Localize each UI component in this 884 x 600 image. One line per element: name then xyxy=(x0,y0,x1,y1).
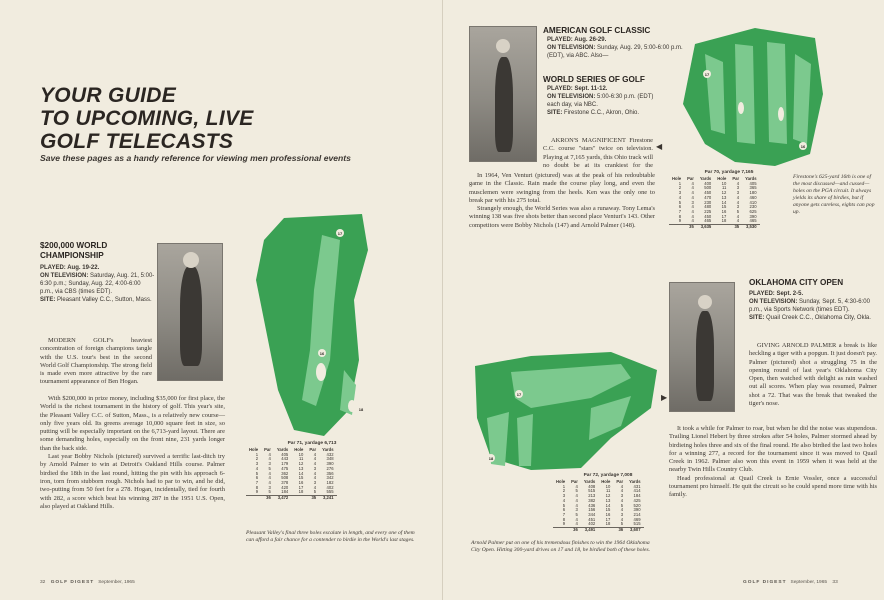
world-championship-title xyxy=(40,241,160,261)
scorecard-cell: 17 xyxy=(605,516,611,522)
scorecard-cell: 276 xyxy=(326,465,334,471)
scorecard-cell: 465 xyxy=(749,218,757,224)
scorecard-cell: 3 xyxy=(736,204,740,210)
scorecard-cell: 4 xyxy=(736,194,740,200)
map-hole-16: 16 xyxy=(319,351,325,356)
scorecard-cell: 390 xyxy=(326,461,334,467)
oklahoma-played: PLAYED: Sept. 2-5. xyxy=(749,291,804,297)
scorecard-cell: 5 xyxy=(620,502,624,508)
scorecard-cell: 214 xyxy=(633,511,641,517)
scorecard-cell: 408 xyxy=(588,483,596,489)
scorecard-cell: 3 xyxy=(562,493,566,499)
scorecard-cell: 3 xyxy=(678,190,682,196)
scorecard-cell: 402 xyxy=(326,484,334,490)
scorecard-cell: 2 xyxy=(678,185,682,191)
american-tv: ON TELEVISION: Sunday, Aug. 29, 5:00-6:00 p.m. (EDT), via ABC. Also— xyxy=(547,45,683,59)
scorecard-total-cell: 3,491 xyxy=(581,528,598,533)
scorecard-cell: 11 xyxy=(721,185,727,191)
scorecard-header-cell: Hole xyxy=(601,479,611,484)
oklahoma-open-title: OKLAHOMA CITY OPEN xyxy=(749,278,844,287)
oklahoma-tv: ON TELEVISION: Sunday, Sept. 5, 4:30-6:00 p.m., via Sports Network (times EDT). xyxy=(749,299,870,313)
scorecard-cell: 13 xyxy=(721,194,727,200)
scorecard-cell: 6 xyxy=(562,507,566,513)
scorecard-cell: 182 xyxy=(326,479,334,485)
scorecard-cell: 9 xyxy=(255,489,259,495)
scorecard-cell: 4 xyxy=(691,218,694,224)
scorecard-cell: 5 xyxy=(255,470,259,476)
scorecard-cell: 14 xyxy=(721,199,727,205)
page-subtitle: Save these pages as a handy reference for viewing men professional events xyxy=(40,153,351,163)
scorecard-total-row xyxy=(246,496,337,501)
scorecard-cell: 4 xyxy=(562,497,566,503)
scorecard-cell: 6 xyxy=(678,204,682,210)
world-title-line-2: CHAMPIONSHIP xyxy=(40,251,104,260)
left-issue-date: September, 1965 xyxy=(98,580,135,585)
scorecard-total-cell: 36 xyxy=(613,528,626,533)
scorecard-cell: 180 xyxy=(749,190,757,196)
scorecard-cell: 4 xyxy=(268,456,271,462)
right-page xyxy=(442,0,884,600)
scorecard-cell: 225 xyxy=(704,208,712,214)
scorecard-cell: 405 xyxy=(281,451,289,457)
scorecard-cell: 348 xyxy=(326,456,334,462)
scorecard-header-cell: Par xyxy=(264,447,271,452)
scorecard-cell: 515 xyxy=(633,521,641,527)
scorecard-cell: 13 xyxy=(298,465,304,471)
scorecard-cell: 451 xyxy=(588,516,596,522)
world-site: SITE: Pleasant Valley C.C., Sutton, Mass. xyxy=(40,297,152,303)
world-title-line-1: $200,000 WORLD xyxy=(40,241,108,250)
scorecard-header-cell: Par xyxy=(687,176,694,181)
firestone-caption: Firestone's 625-yard 16th is one of the most discussed—and cussed—holes on the PGA circuit. It always yields its share of birdies, but if anyone gets careless, eights can pop up. xyxy=(793,174,875,215)
scorecard-cell: 11 xyxy=(298,456,304,462)
firestone-hole-16: 16 xyxy=(800,144,806,149)
left-page-number: 32 xyxy=(40,580,46,585)
scorecard-header-cell: Par xyxy=(309,447,317,452)
scorecard-cell: 213 xyxy=(588,493,596,499)
scorecard-cell: 431 xyxy=(633,483,641,489)
firestone-hole-17: 17 xyxy=(704,72,710,77)
page-title xyxy=(40,84,420,153)
scorecard-cell: 3 xyxy=(736,190,740,196)
scorecard-cell: 184 xyxy=(281,489,289,495)
series-body-col xyxy=(469,172,655,230)
scorecard-cell: 3 xyxy=(313,465,317,471)
scorecard-cell: 365 xyxy=(749,185,757,191)
scorecard-cell: 4 xyxy=(691,204,694,210)
scorecard-cell: 470 xyxy=(704,194,712,200)
firestone-scorecard-title: Par 70, yardage 7,165 xyxy=(704,170,754,175)
series-body-para-2: In 1964, Ven Venturi (pictured) was at the peak of his redoubtable game in the Classic. Rain made the course play long, and even the musclemen were swinging from the heels. Ken was the only one to break par with his 275 total. xyxy=(469,172,655,204)
oklahoma-open-info xyxy=(749,290,877,322)
scorecard-cell: 3 xyxy=(268,461,271,467)
scorecard-cell: 4 xyxy=(691,190,694,196)
scorecard-cell: 14 xyxy=(298,470,304,476)
world-played: PLAYED: Aug. 19-22. xyxy=(40,265,100,271)
scorecard-cell: 4 xyxy=(575,521,578,527)
world-championship-info xyxy=(40,264,155,304)
scorecard-cell: 4 xyxy=(313,484,317,490)
scorecard-cell: 12 xyxy=(605,493,611,499)
right-magazine-name: GOLF DIGEST xyxy=(743,580,787,585)
quail-creek-caption: Arnold Palmer put on one of his tremendous finishes to win the 1964 Oklahoma City Open. Hitting 300-yard drives on 17 and 18, he birdied both of these holes. xyxy=(471,540,651,553)
scorecard-cell: 4 xyxy=(620,516,624,522)
scorecard-cell: 515 xyxy=(588,488,596,494)
scorecard-cell: 382 xyxy=(588,497,596,503)
scorecard-total-row xyxy=(553,528,644,533)
scorecard-header-cell: Yards xyxy=(583,479,596,484)
scorecard-cell: 402 xyxy=(588,521,596,527)
scorecard-cell: 469 xyxy=(633,516,641,522)
scorecard-cell: 2 xyxy=(255,456,259,462)
scorecard-cell: 8 xyxy=(255,484,259,490)
scorecard-header-cell: Yards xyxy=(322,447,334,452)
pleasant-valley-course-map xyxy=(244,210,374,440)
scorecard-cell: 362 xyxy=(281,470,289,476)
scorecard-cell: 356 xyxy=(326,470,334,476)
scorecard-cell: 4 xyxy=(575,497,578,503)
scorecard-cell: 4 xyxy=(268,479,271,485)
world-body-col-top xyxy=(40,337,152,395)
right-footer xyxy=(743,580,838,585)
scorecard-cell: 4 xyxy=(255,465,259,471)
map-hole-17: 17 xyxy=(337,231,343,236)
scorecard-cell: 1 xyxy=(255,451,259,457)
scorecard-cell: 13 xyxy=(605,497,611,503)
world-series-title: WORLD SERIES OF GOLF xyxy=(543,75,645,84)
scorecard-cell: 8 xyxy=(678,213,682,219)
scorecard-cell: 4 xyxy=(620,507,624,513)
scorecard-cell: 500 xyxy=(704,185,712,191)
venturi-photo xyxy=(469,26,537,162)
scorecard-cell: 12 xyxy=(721,190,727,196)
world-series-info xyxy=(547,85,657,117)
scorecard-total-cell xyxy=(598,528,613,533)
series-played: PLAYED: Sept. 11-12. xyxy=(547,86,608,92)
scorecard-total-cell: 35 xyxy=(306,496,319,501)
pleasant-valley-caption: Pleasant Valley's final three holes escalate in length, and every one of them can afford a fair chance for a contender to birdie in the World's last stages. xyxy=(246,530,415,543)
scorecard-total-cell: 3,635 xyxy=(697,225,714,230)
scorecard-total-cell: 3,472 xyxy=(274,496,291,501)
scorecard-cell: 18 xyxy=(298,489,304,495)
scorecard-cell: 520 xyxy=(633,502,641,508)
world-body-para-1: MODERN GOLF's heaviest concentration of foreign champions tangle with the U.S. tour's best in the second World Golf Championship. The strong field is made even more attractive by the rare tournament appearance of Ben Hogan. xyxy=(40,337,152,386)
quail-creek-course-map xyxy=(471,348,661,472)
scorecard-cell: 4 xyxy=(691,213,694,219)
scorecard-header-cell: Yards xyxy=(276,447,289,452)
scorecard-cell: 425 xyxy=(633,497,641,503)
scorecard-cell: 230 xyxy=(704,199,712,205)
scorecard-cell: 10 xyxy=(721,180,727,186)
scorecard-cell: 390 xyxy=(633,507,641,513)
scorecard-cell: 5 xyxy=(678,199,682,205)
scorecard-cell: 179 xyxy=(281,461,289,467)
scorecard-cell: 4 xyxy=(313,456,317,462)
scorecard-header-cell: Hole xyxy=(249,447,259,452)
scorecard-cell: 16 xyxy=(605,511,611,517)
scorecard-cell: 5 xyxy=(620,521,624,527)
scorecard-cell: 230 xyxy=(749,204,757,210)
scorecard-cell: 5 xyxy=(268,465,271,471)
world-body-para-3: Last year Bobby Nichols (pictured) survived a terrific last-ditch try by Arnold Palmer to win at Detroit's Oakland Hills course. Palmer birdied the 18th in the last round, hitting the pin with his approach 6-iron, torn from stubborn rough. Nichols had to par to win, and he did, two-putting from 50 feet for a 278. Hogan, incidentally, tied for fourth with 282, a score which beat his winning 287 in the 1951 U.S. Open, also played at Oakland Hills. xyxy=(40,453,225,510)
scorecard-header-cell: Yards xyxy=(629,479,641,484)
scorecard-cell: 555 xyxy=(326,489,334,495)
scorecard-cell: 420 xyxy=(281,484,289,490)
scorecard-cell: 17 xyxy=(721,213,727,219)
scorecard-cell: 3 xyxy=(255,461,259,467)
scorecard-cell: 475 xyxy=(281,465,289,471)
scorecard-cell: 4 xyxy=(313,470,317,476)
scorecard-cell: 4 xyxy=(268,470,271,476)
scorecard-cell: 3 xyxy=(268,484,271,490)
scorecard-cell: 4 xyxy=(575,502,578,508)
scorecard-total-cell: 35 xyxy=(684,225,697,230)
scorecard-header-cell: Hole xyxy=(717,176,727,181)
series-body-para-3: Strangely enough, the World Series was also a runaway. Tony Lema's winning 138 was five shots better than second place Venturi's 143. Other competitors were Bobby Nichols (147) and Arnold Palmer (148). xyxy=(469,205,655,229)
american-classic-info xyxy=(547,36,687,60)
scorecard-cell: 405 xyxy=(749,180,757,186)
scorecard-cell: 4 xyxy=(691,180,694,186)
scorecard-cell: 4 xyxy=(268,451,271,457)
scorecard-header-cell: Hole xyxy=(294,447,304,452)
bobby-nichols-photo xyxy=(157,243,223,381)
scorecard-cell: 18 xyxy=(721,218,727,224)
scorecard-cell: 4 xyxy=(620,483,624,489)
scorecard-cell: 2 xyxy=(562,488,566,494)
scorecard-total-cell xyxy=(714,225,729,230)
scorecard-cell: 450 xyxy=(704,213,712,219)
scorecard-cell: 4 xyxy=(313,451,317,457)
palmer-photo xyxy=(669,282,735,412)
left-footer xyxy=(40,580,135,585)
scorecard-cell: 4 xyxy=(313,461,317,467)
scorecard-cell: 400 xyxy=(704,180,712,186)
scorecard-cell: 378 xyxy=(281,479,289,485)
pointer-arrow-icon: ◀ xyxy=(656,142,663,151)
scorecard-cell: 1 xyxy=(562,483,566,489)
scorecard-total-cell: 3,530 xyxy=(742,225,759,230)
scorecard-cell: 4 xyxy=(575,483,578,489)
map-hole-18: 18 xyxy=(358,407,364,412)
scorecard-header-cell: Yards xyxy=(699,176,712,181)
series-site: SITE: Firestone C.C., Akron, Ohio. xyxy=(547,110,640,116)
scorecard-cell: 450 xyxy=(704,190,712,196)
scorecard-cell: 4 xyxy=(736,199,740,205)
scorecard-header-cell: Par xyxy=(732,176,740,181)
scorecard-cell: 4 xyxy=(620,488,624,494)
scorecard-cell: 460 xyxy=(749,194,757,200)
scorecard-total-cell: 36 xyxy=(568,528,581,533)
scorecard-cell: 156 xyxy=(588,507,596,513)
quail-creek-scorecard xyxy=(553,480,644,533)
world-body-col xyxy=(40,395,225,511)
right-page-number: 33 xyxy=(832,580,838,585)
series-body-para-1: AKRON'S MAGNIFICENT Firestone C.C. course "stars" twice on television. Playing at 7,165 yards, this Ohio track will no doubt be at its crankiest for the xyxy=(543,137,653,169)
scorecard-cell: 12 xyxy=(298,461,304,467)
scorecard-cell: 4 xyxy=(575,493,578,499)
oklahoma-body-col-top xyxy=(749,342,877,417)
left-magazine-name: GOLF DIGEST xyxy=(50,580,95,585)
scorecard-cell: 414 xyxy=(633,488,641,494)
scorecard-cell: 480 xyxy=(704,204,712,210)
scorecard-cell: 342 xyxy=(326,475,334,481)
scorecard-cell: 9 xyxy=(562,521,566,527)
oklahoma-body-col xyxy=(669,425,877,500)
scorecard-cell: 3 xyxy=(691,199,694,205)
scorecard-cell: 14 xyxy=(605,502,611,508)
pleasant-valley-scorecard-title: Par 71, yardage 6,713 xyxy=(287,441,337,446)
scorecard-cell: 3 xyxy=(313,479,317,485)
title-line-2: TO UPCOMING, LIVE xyxy=(40,107,254,130)
scorecard-header-cell: Hole xyxy=(672,176,682,181)
scorecard-cell: 5 xyxy=(736,208,740,214)
scorecard-cell: 17 xyxy=(298,484,304,490)
pleasant-valley-scorecard xyxy=(246,448,337,501)
pointer-arrow-icon-2: ▶ xyxy=(661,393,668,402)
scorecard-cell: 5 xyxy=(575,488,578,494)
scorecard-header-cell: Par xyxy=(616,479,624,484)
scorecard-cell: 10 xyxy=(298,451,304,457)
scorecard-cell: 3 xyxy=(575,507,578,513)
scorecard-header-cell: Par xyxy=(571,479,578,484)
title-line-1: YOUR GUIDE xyxy=(40,84,177,107)
scorecard-cell: 4 xyxy=(575,516,578,522)
scorecard-cell: 4 xyxy=(691,185,694,191)
scorecard-cell: 5 xyxy=(562,502,566,508)
scorecard-cell: 436 xyxy=(588,502,596,508)
scorecard-cell: 344 xyxy=(588,511,596,517)
scorecard-cell: 465 xyxy=(704,218,712,224)
scorecard-cell: 3 xyxy=(736,185,740,191)
scorecard-total-cell: 36 xyxy=(261,496,274,501)
scorecard-total-row xyxy=(669,225,760,230)
scorecard-cell: 4 xyxy=(736,180,740,186)
scorecard-cell: 4 xyxy=(691,208,694,214)
scorecard-total-cell xyxy=(291,496,306,501)
scorecard-cell: 18 xyxy=(605,521,611,527)
firestone-scorecard xyxy=(669,177,760,230)
scorecard-cell: 7 xyxy=(255,479,259,485)
series-tv: ON TELEVISION: 5:00-6:30 p.m. (EDT) each day, via NBC. xyxy=(547,94,654,108)
scorecard-total-cell: 35 xyxy=(729,225,742,230)
scorecard-cell: 1 xyxy=(678,180,682,186)
scorecard-cell: 508 xyxy=(281,475,289,481)
series-body-col-top xyxy=(543,137,653,170)
oklahoma-body-para-2: It took a while for Palmer to roar, but when he did the noise was stupendous. Trailing Lionel Hebert by three strokes after 54 holes, Palmer stormed ahead by birdieing holes three and six of the final round. He also birdied the last two holes for a winning 277, a record for the tournament since it was moved to Quail Creek in 1962. Palmer also won this event in 1959 when it was held at the nearby Twin Hills Country Club. xyxy=(669,425,877,474)
right-issue-date: September, 1965 xyxy=(790,580,828,585)
scorecard-header-cell: Yards xyxy=(745,176,757,181)
american-classic-title: AMERICAN GOLF CLASSIC xyxy=(543,26,651,35)
oklahoma-body-para-3: Head professional at Quail Creek is Ernie Vossler, once a successful tournament pro himself. He quit the circuit so he could spend more time with his family. xyxy=(669,474,877,499)
scorecard-cell: 15 xyxy=(298,475,304,481)
scorecard-cell: 625 xyxy=(749,208,757,214)
scorecard-cell: 11 xyxy=(605,488,611,494)
scorecard-cell: 7 xyxy=(562,511,566,517)
scorecard-header-cell: Hole xyxy=(556,479,566,484)
scorecard-cell: 4 xyxy=(620,497,624,503)
scorecard-cell: 4 xyxy=(736,218,740,224)
scorecard-cell: 3 xyxy=(620,493,624,499)
american-played: PLAYED: Aug. 26-29. xyxy=(547,37,607,43)
scorecard-cell: 8 xyxy=(562,516,566,522)
world-tv: ON TELEVISION: Saturday, Aug. 21, 5:00-6:30 p.m.; Sunday, Aug. 22, 4:00-6:00 p.m., via CBS (times EDT). xyxy=(40,273,155,295)
scorecard-cell: 390 xyxy=(749,213,757,219)
scorecard-total-cell: 3,607 xyxy=(626,528,643,533)
scorecard-cell: 7 xyxy=(678,208,682,214)
scorecard-cell: 4 xyxy=(678,194,682,200)
scorecard-cell: 15 xyxy=(721,204,727,210)
scorecard-cell: 4 xyxy=(691,194,694,200)
scorecard-total-cell: 3,241 xyxy=(319,496,336,501)
scorecard-cell: 443 xyxy=(281,456,289,462)
scorecard-cell: 10 xyxy=(605,483,611,489)
scorecard-cell: 5 xyxy=(268,489,271,495)
scorecard-cell: 15 xyxy=(605,507,611,513)
scorecard-cell: 5 xyxy=(575,511,578,517)
scorecard-cell: 6 xyxy=(255,475,259,481)
oklahoma-body-para-1: GIVING ARNOLD PALMER a break is like heckling a tiger with a popgun. It just doesn't pay. Palmer (pictured) shot a struggling 75 in the opening round of last year's Oklahoma City Open, then watched with delight as rain washed out all scores. When play was resumed, Palmer shot a 72. That was the break that tweaked the tiger's nose. xyxy=(749,342,877,408)
scorecard-cell: 4 xyxy=(313,475,317,481)
scorecard-cell: 16 xyxy=(298,479,304,485)
scorecard-cell: 432 xyxy=(326,451,334,457)
scorecard-cell: 5 xyxy=(313,489,317,495)
scorecard-cell: 4 xyxy=(736,213,740,219)
oklahoma-site: SITE: Quail Creek C.C., Oklahoma City, Okla. xyxy=(749,315,871,321)
scorecard-cell: 184 xyxy=(633,493,641,499)
scorecard-cell: 4 xyxy=(268,475,271,481)
firestone-course-map xyxy=(675,24,825,170)
scorecard-cell: 3 xyxy=(620,511,624,517)
scorecard-cell: 16 xyxy=(721,208,727,214)
world-body-para-2: With $200,000 in prize money, including $35,000 for first place, the World is the richest tournament in the history of golf. This year's site, the Pleasant Valley C.C. of Sutton, Mass., is a relatively new course—only five years old. Its greens average 10,000 square feet in size, so putting will be especially important on the 6,713-yard layout. There are some demanding holes, especially on the front nine, 231 yards longer than the back side. xyxy=(40,395,225,452)
quail-creek-scorecard-title: Par 72, yardage 7,008 xyxy=(583,473,633,478)
title-line-3: GOLF TELECASTS xyxy=(40,130,234,153)
scorecard-cell: 9 xyxy=(678,218,682,224)
scorecard-cell: 410 xyxy=(749,199,757,205)
quail-hole-17: 17 xyxy=(516,392,522,397)
quail-hole-18: 18 xyxy=(488,456,494,461)
